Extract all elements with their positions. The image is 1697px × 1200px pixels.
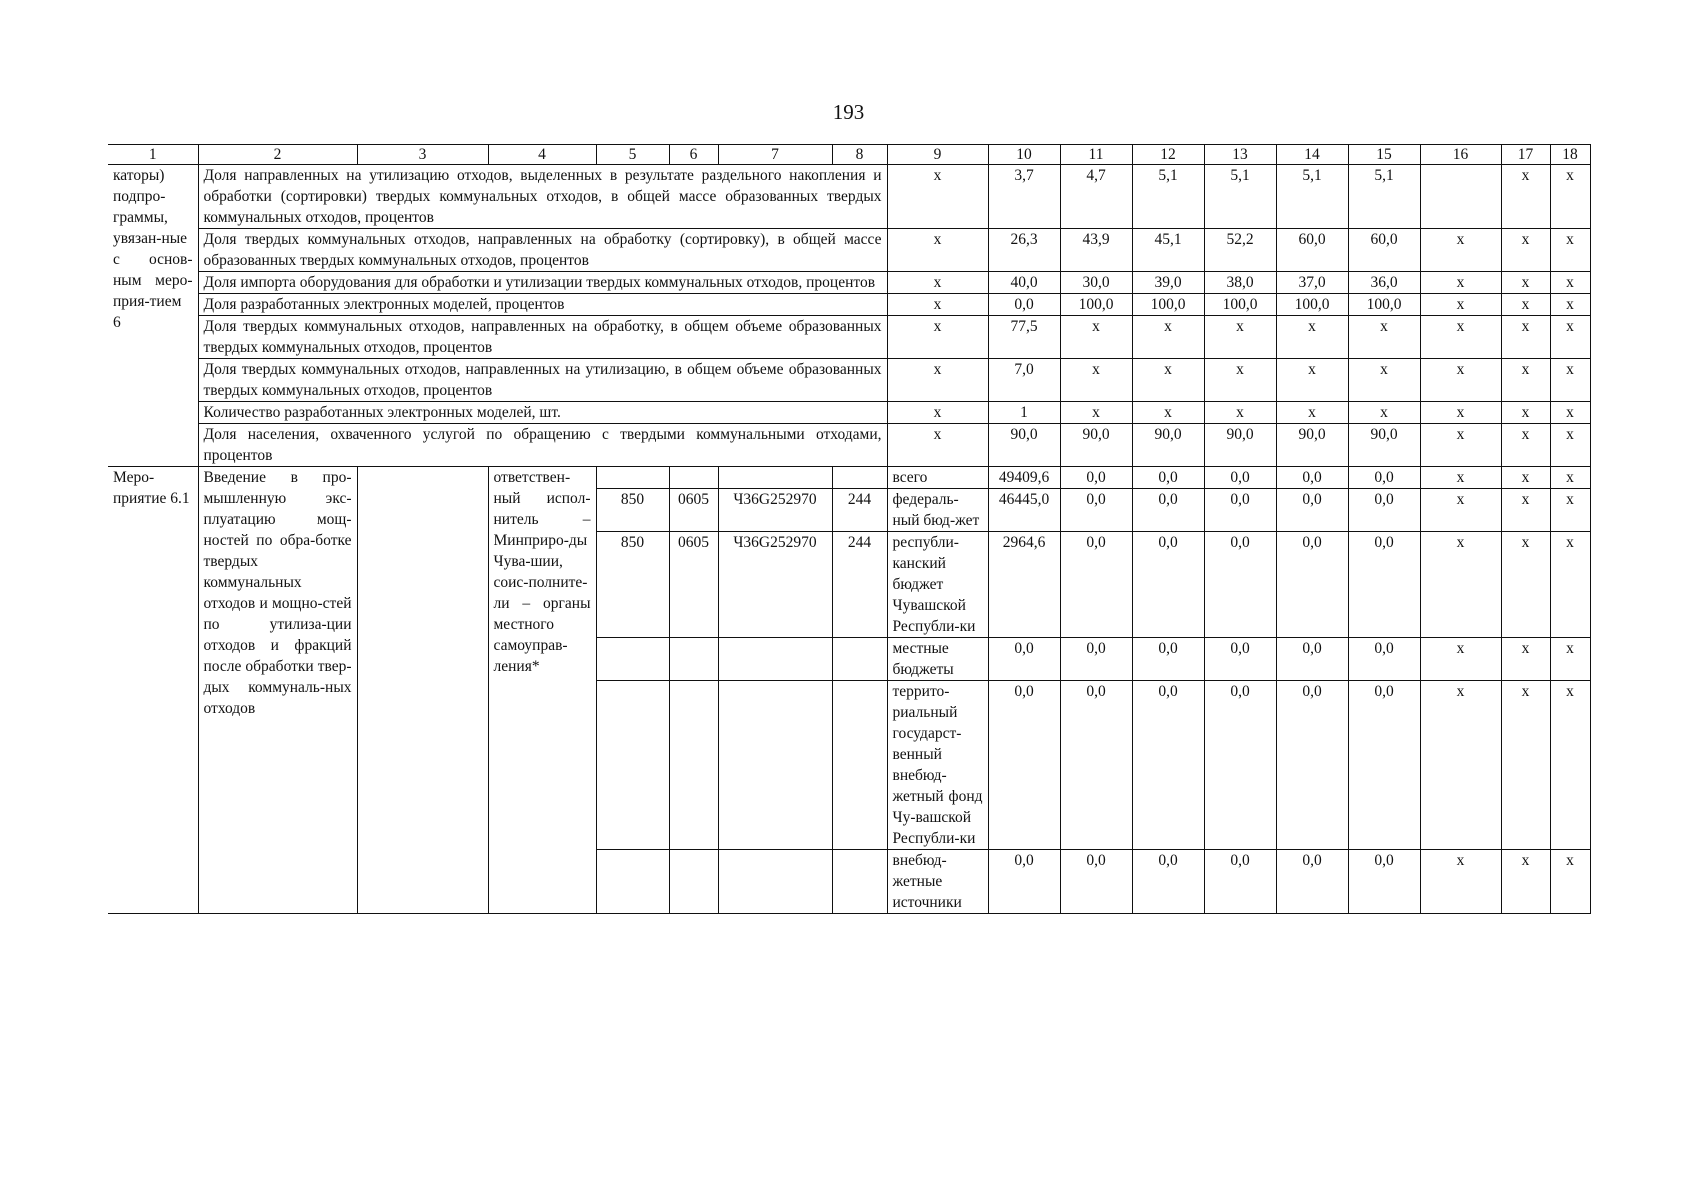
indicator-value: 100,0	[1276, 294, 1348, 316]
funding-source: республи-канский бюджет Чувашской Республи-ки	[887, 532, 988, 638]
funding-value: х	[1550, 681, 1590, 850]
funding-value: х	[1501, 638, 1550, 681]
indicator-value: 90,0	[988, 424, 1060, 467]
indicator-row	[108, 316, 1590, 359]
budget-code-section	[669, 467, 718, 489]
indicator-row	[108, 359, 1590, 402]
indicator-value: 5,1	[1348, 165, 1420, 229]
header-cell: 15	[1348, 145, 1420, 165]
indicator-value: х	[1501, 316, 1550, 359]
indicator-row	[108, 294, 1590, 316]
indicator-value: х	[1420, 359, 1501, 402]
header-cell: 16	[1420, 145, 1501, 165]
measure-description: Введение в про-мышленную экс-плуатацию мощ-ностей по обра-ботке твердых коммунальных отходов и мощно-стей по утилиза-ции отходов и фракций после обработки твер-дых коммуналь-ных отходов	[198, 467, 357, 914]
indicator-value: 4,7	[1060, 165, 1132, 229]
indicator-name: Доля твердых коммунальных отходов, направленных на обработку, в общем объеме образованных твердых коммунальных отходов, процентов	[198, 316, 887, 359]
indicator-value: 90,0	[1348, 424, 1420, 467]
indicator-name: Доля направленных на утилизацию отходов, выделенных в результате раздельного накопления и обработки (сортировки) твердых коммунальных отходов, в общей массе образованных твердых коммунальных отходов, процентов	[198, 165, 887, 229]
indicator-row	[108, 402, 1590, 424]
header-cell: 5	[596, 145, 669, 165]
indicator-row	[108, 229, 1590, 272]
funding-value: 0,0	[1204, 638, 1276, 681]
indicator-value: х	[1060, 316, 1132, 359]
header-cell: 11	[1060, 145, 1132, 165]
indicator-value: 3,7	[988, 165, 1060, 229]
indicator-value: 100,0	[1060, 294, 1132, 316]
indicator-value: х	[1420, 272, 1501, 294]
indicator-value: 30,0	[1060, 272, 1132, 294]
indicator-value: 90,0	[1276, 424, 1348, 467]
indicator-value: х	[1204, 359, 1276, 402]
indicator-value: х	[1550, 229, 1590, 272]
header-row	[108, 145, 1590, 165]
funding-value: х	[1550, 638, 1590, 681]
indicator-value: 100,0	[1132, 294, 1204, 316]
header-cell: 2	[198, 145, 357, 165]
indicator-value: х	[1420, 316, 1501, 359]
indicator-value: х	[887, 402, 988, 424]
funding-value: 0,0	[1060, 850, 1132, 914]
budget-code-target	[718, 638, 832, 681]
funding-value: 0,0	[1204, 489, 1276, 532]
funding-value: 0,0	[1132, 681, 1204, 850]
indicator-value: х	[1132, 359, 1204, 402]
budget-code-section	[669, 850, 718, 914]
indicator-value: 38,0	[1204, 272, 1276, 294]
measure-rows	[108, 467, 1590, 914]
funding-value: х	[1420, 850, 1501, 914]
funding-value: 0,0	[1348, 532, 1420, 638]
header-cell: 8	[832, 145, 887, 165]
indicator-value: х	[1348, 402, 1420, 424]
indicator-name: Доля разработанных электронных моделей, процентов	[198, 294, 887, 316]
indicator-value: х	[1420, 402, 1501, 424]
budget-code-target: Ч36G252970	[718, 532, 832, 638]
funding-value: 0,0	[1276, 532, 1348, 638]
indicator-value: 39,0	[1132, 272, 1204, 294]
indicator-value: 5,1	[1276, 165, 1348, 229]
funding-value: 2964,6	[988, 532, 1060, 638]
funding-value: х	[1501, 489, 1550, 532]
indicator-name: Доля твердых коммунальных отходов, направленных на обработку (сортировку), в общей массе образованных твердых коммунальных отходов, процентов	[198, 229, 887, 272]
budget-code-expense-type: 244	[832, 532, 887, 638]
indicator-value: 100,0	[1204, 294, 1276, 316]
indicator-value: х	[1276, 316, 1348, 359]
funding-value: 49409,6	[988, 467, 1060, 489]
indicator-value: х	[887, 359, 988, 402]
indicator-value: 90,0	[1204, 424, 1276, 467]
funding-source: местные бюджеты	[887, 638, 988, 681]
indicator-value: х	[1501, 165, 1550, 229]
header-cell: 10	[988, 145, 1060, 165]
header-cell: 12	[1132, 145, 1204, 165]
funding-value: 0,0	[988, 681, 1060, 850]
funding-value: 0,0	[1204, 681, 1276, 850]
header-cell: 4	[488, 145, 596, 165]
funding-value: 0,0	[1276, 850, 1348, 914]
budget-code-section: 0605	[669, 532, 718, 638]
indicator-value: х	[887, 165, 988, 229]
budget-code-section: 0605	[669, 489, 718, 532]
header-cell: 17	[1501, 145, 1550, 165]
measure-executor: ответствен-ный испол-нитель – Минприро-ды Чува-шии, соис-полните-ли – органы местного самоуправ-ления*	[488, 467, 596, 914]
funding-value: 46445,0	[988, 489, 1060, 532]
indicator-value: х	[1132, 316, 1204, 359]
budget-code-target	[718, 467, 832, 489]
header-cell: 3	[357, 145, 488, 165]
measure-label: Меро-приятие 6.1	[108, 467, 198, 914]
indicator-value: х	[1348, 359, 1420, 402]
indicator-value: 5,1	[1132, 165, 1204, 229]
funding-value: 0,0	[1132, 638, 1204, 681]
indicator-name: Доля твердых коммунальных отходов, направленных на утилизацию, в общем объеме образованных твердых коммунальных отходов, процентов	[198, 359, 887, 402]
funding-value: 0,0	[1348, 489, 1420, 532]
funding-value: 0,0	[1132, 467, 1204, 489]
funding-value: 0,0	[1204, 850, 1276, 914]
funding-value: х	[1550, 467, 1590, 489]
indicator-value: х	[887, 424, 988, 467]
indicator-value: 60,0	[1348, 229, 1420, 272]
funding-value: х	[1420, 467, 1501, 489]
budget-code-grbs	[596, 638, 669, 681]
funding-value: 0,0	[1348, 681, 1420, 850]
indicator-name: Доля населения, охваченного услугой по обращению с твердыми коммунальными отходами, процентов	[198, 424, 887, 467]
indicator-value: 45,1	[1132, 229, 1204, 272]
header-cell: 9	[887, 145, 988, 165]
indicator-group-label: каторы) подпро-граммы, увязан-ные с основ-ным меро-прия-тием 6	[108, 165, 198, 467]
funding-value: х	[1501, 532, 1550, 638]
header-cell: 7	[718, 145, 832, 165]
indicator-value: х	[1204, 402, 1276, 424]
funding-value: 0,0	[1276, 638, 1348, 681]
indicator-value: х	[887, 294, 988, 316]
indicator-value: х	[1550, 272, 1590, 294]
funding-source: внебюд-жетные источники	[887, 850, 988, 914]
funding-value: 0,0	[1060, 681, 1132, 850]
indicator-value	[1420, 165, 1501, 229]
indicator-value: х	[887, 272, 988, 294]
indicator-value: х	[1501, 424, 1550, 467]
funding-value: х	[1550, 850, 1590, 914]
indicator-name: Количество разработанных электронных моделей, шт.	[198, 402, 887, 424]
budget-code-section	[669, 638, 718, 681]
indicator-rows	[108, 165, 1590, 467]
indicator-value: х	[1501, 359, 1550, 402]
budget-code-section	[669, 681, 718, 850]
indicator-value: х	[1276, 402, 1348, 424]
indicator-value: х	[887, 316, 988, 359]
funding-value: х	[1501, 681, 1550, 850]
budget-code-target: Ч36G252970	[718, 489, 832, 532]
budget-code-expense-type	[832, 681, 887, 850]
budget-code-grbs	[596, 850, 669, 914]
funding-value: 0,0	[1348, 638, 1420, 681]
budget-code-expense-type	[832, 467, 887, 489]
funding-source: всего	[887, 467, 988, 489]
funding-source: террито-риальный государст-венный внебюд-жетный фонд Чу-вашской Республи-ки	[887, 681, 988, 850]
budget-code-grbs: 850	[596, 532, 669, 638]
header-cell: 18	[1550, 145, 1590, 165]
funding-row	[108, 467, 1590, 489]
budget-code-grbs	[596, 681, 669, 850]
budget-code-expense-type	[832, 638, 887, 681]
indicator-value: 77,5	[988, 316, 1060, 359]
indicator-value: 26,3	[988, 229, 1060, 272]
funding-value: х	[1501, 467, 1550, 489]
funding-value: 0,0	[988, 850, 1060, 914]
funding-value: 0,0	[1204, 467, 1276, 489]
indicator-value: х	[1420, 229, 1501, 272]
indicator-value: 60,0	[1276, 229, 1348, 272]
indicator-value: х	[1420, 424, 1501, 467]
funding-value: 0,0	[1348, 850, 1420, 914]
budget-code-expense-type	[832, 850, 887, 914]
funding-value: 0,0	[988, 638, 1060, 681]
indicator-value: х	[1501, 272, 1550, 294]
indicator-value: 40,0	[988, 272, 1060, 294]
indicator-value: х	[1348, 316, 1420, 359]
funding-value: х	[1420, 638, 1501, 681]
funding-value: 0,0	[1060, 532, 1132, 638]
funding-value: 0,0	[1060, 638, 1132, 681]
indicator-value: 100,0	[1348, 294, 1420, 316]
indicator-value: х	[1204, 316, 1276, 359]
funding-value: 0,0	[1276, 467, 1348, 489]
indicator-value: х	[1550, 359, 1590, 402]
header-cell: 13	[1204, 145, 1276, 165]
program-indicators-table	[108, 144, 1591, 914]
funding-value: 0,0	[1132, 850, 1204, 914]
header-cell: 6	[669, 145, 718, 165]
measure-col-3	[357, 467, 488, 914]
budget-code-target	[718, 681, 832, 850]
funding-value: х	[1420, 681, 1501, 850]
budget-code-grbs: 850	[596, 489, 669, 532]
funding-value: х	[1550, 532, 1590, 638]
funding-value: х	[1550, 489, 1590, 532]
indicator-value: х	[1550, 316, 1590, 359]
indicator-value: х	[1550, 165, 1590, 229]
indicator-value: х	[887, 229, 988, 272]
funding-value: 0,0	[1276, 681, 1348, 850]
header-cell: 14	[1276, 145, 1348, 165]
indicator-value: 90,0	[1132, 424, 1204, 467]
indicator-value: х	[1060, 359, 1132, 402]
indicator-value: х	[1501, 402, 1550, 424]
funding-value: 0,0	[1132, 532, 1204, 638]
indicator-row	[108, 272, 1590, 294]
indicator-value: х	[1550, 294, 1590, 316]
funding-value: х	[1420, 532, 1501, 638]
indicator-value: х	[1276, 359, 1348, 402]
indicator-value: 7,0	[988, 359, 1060, 402]
indicator-value: х	[1132, 402, 1204, 424]
indicator-value: 90,0	[1060, 424, 1132, 467]
indicator-value: 52,2	[1204, 229, 1276, 272]
indicator-value: х	[1060, 402, 1132, 424]
indicator-value: 5,1	[1204, 165, 1276, 229]
indicator-value: х	[1501, 294, 1550, 316]
indicator-value: 43,9	[1060, 229, 1132, 272]
indicator-row	[108, 165, 1590, 229]
funding-value: х	[1420, 489, 1501, 532]
indicator-name: Доля импорта оборудования для обработки и утилизации твердых коммунальных отходов, процентов	[198, 272, 887, 294]
budget-code-target	[718, 850, 832, 914]
budget-code-expense-type: 244	[832, 489, 887, 532]
indicator-value: 1	[988, 402, 1060, 424]
indicator-row	[108, 424, 1590, 467]
funding-value: 0,0	[1060, 489, 1132, 532]
indicator-value: х	[1550, 424, 1590, 467]
indicator-value: х	[1420, 294, 1501, 316]
funding-value: 0,0	[1276, 489, 1348, 532]
page-number: 193	[832, 100, 865, 124]
funding-source: федераль-ный бюд-жет	[887, 489, 988, 532]
funding-value: 0,0	[1204, 532, 1276, 638]
funding-value: 0,0	[1060, 467, 1132, 489]
indicator-value: 0,0	[988, 294, 1060, 316]
indicator-value: х	[1501, 229, 1550, 272]
indicator-value: х	[1550, 402, 1590, 424]
indicator-value: 37,0	[1276, 272, 1348, 294]
indicator-value: 36,0	[1348, 272, 1420, 294]
header-cell: 1	[108, 145, 198, 165]
funding-value: 0,0	[1132, 489, 1204, 532]
funding-value: х	[1501, 850, 1550, 914]
funding-value: 0,0	[1348, 467, 1420, 489]
budget-code-grbs	[596, 467, 669, 489]
